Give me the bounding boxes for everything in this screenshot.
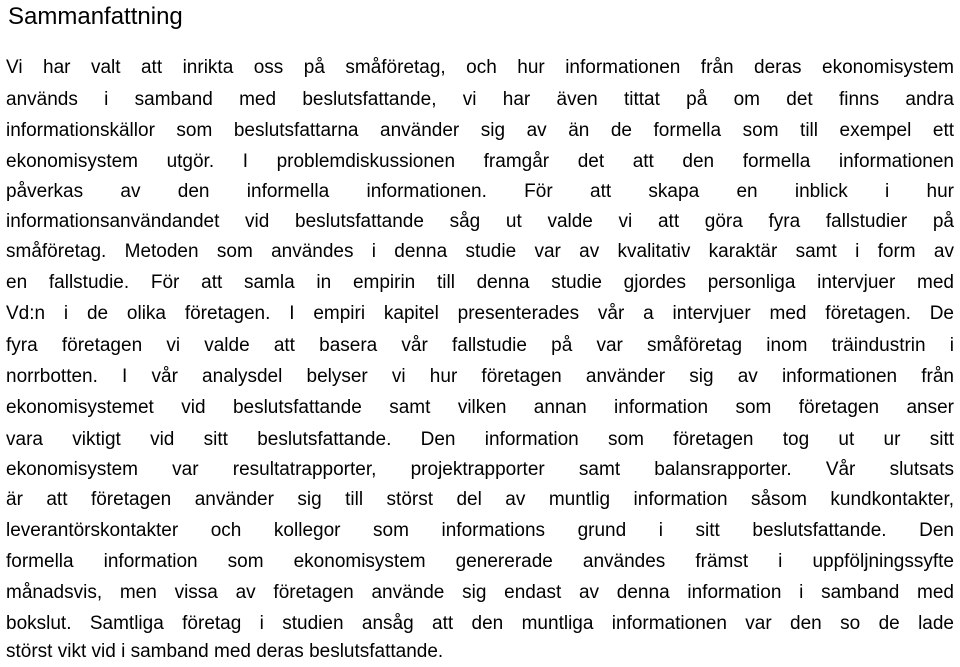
paragraph-line: småföretag. Metoden som användes i denna studie var av kvalitativ karaktär samt i form av (6, 241, 954, 262)
paragraph-line: bokslut. Samtliga företag i studien ansåg att den muntliga informationen var den so de lade (6, 613, 954, 634)
paragraph-line: påverkas av den informella informationen. För att skapa en inblick i hur (6, 181, 954, 202)
paragraph-line: störst vikt vid i samband med deras beslutsfattande. (6, 641, 444, 662)
paragraph-line: månadsvis, men vissa av företagen använde sig endast av denna information i samband med (6, 582, 954, 603)
paragraph-line: leverantörskontakter och kollegor som informations grund i sitt beslutsfattande. Den (6, 520, 954, 541)
paragraph-line: informationskällor som beslutsfattarna använder sig av än de formella som till exempel ett (6, 120, 954, 141)
paragraph-line: ekonomisystemet vid beslutsfattande samt vilken annan information som företagen anser (6, 397, 954, 418)
paragraph-line: formella information som ekonomisystem genererade användes främst i uppföljningssyfte (6, 551, 954, 572)
paragraph-line: Vi har valt att inrikta oss på småföretag, och hur informationen från deras ekonomisystem (6, 57, 954, 78)
paragraph-line: används i samband med beslutsfattande, vi har även tittat på om det finns andra (6, 89, 954, 110)
paragraph-line: är att företagen använder sig till störst del av muntlig information såsom kundkontakter, (6, 489, 954, 510)
paragraph-line: ekonomisystem utgör. I problemdiskussionen framgår det att den formella informationen (6, 151, 954, 172)
paragraph-line: informationsanvändandet vid beslutsfattande såg ut valde vi att göra fyra fallstudier på (6, 211, 954, 232)
paragraph-line: Vd:n i de olika företagen. I empiri kapitel presenterades vår a intervjuer med företagen. De (6, 303, 954, 324)
paragraph-line: vara viktigt vid sitt beslutsfattande. Den information som företagen tog ut ur sitt (6, 429, 954, 450)
paragraph-line: norrbotten. I vår analysdel belyser vi hur företagen använder sig av informationen från (6, 366, 954, 387)
paragraph-line: en fallstudie. För att samla in empirin till denna studie gjordes personliga intervjuer med (6, 272, 954, 293)
paragraph-line: ekonomisystem var resultatrapporter, projektrapporter samt balansrapporter. Vår slutsats (6, 459, 954, 480)
section-heading: Sammanfattning (8, 3, 183, 30)
paragraph-line: fyra företagen vi valde att basera vår fallstudie på var småföretag inom träindustrin i (6, 335, 954, 356)
